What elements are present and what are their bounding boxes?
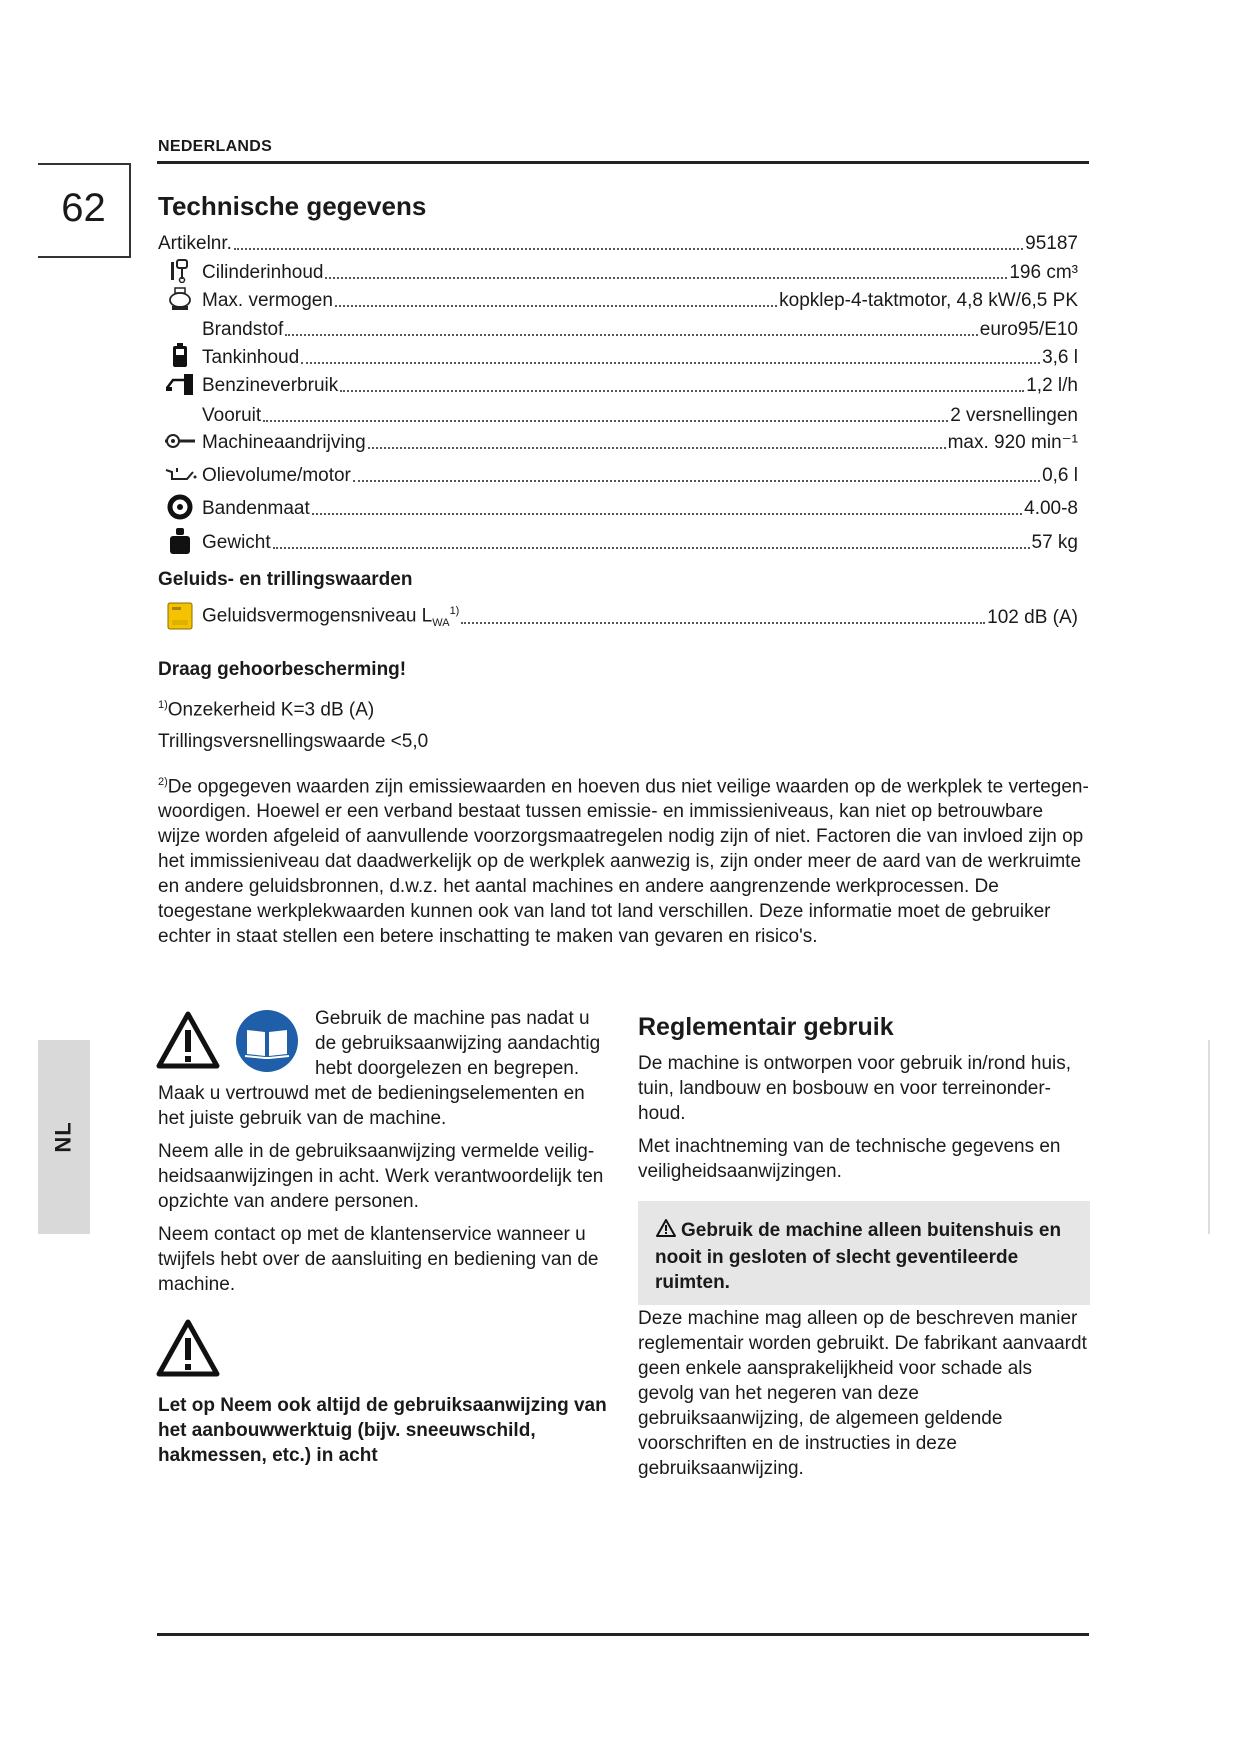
spec-row-article: Artikelnr. 95187 xyxy=(158,233,1078,254)
manual-intro-rest: Maak u vertrouwd met de bedieningselementen en het juiste gebruik van de machine. xyxy=(158,1083,585,1129)
footer-rule xyxy=(157,1633,1089,1636)
spec-row-drive: Machineaandrijving max. 920 min⁻¹ xyxy=(158,428,1078,454)
uncertainty-note: $^{1)}$Onzekerheid K=3 dB (A) xyxy=(158,699,375,721)
weight-icon xyxy=(158,528,202,554)
manual-book-icon xyxy=(234,1008,300,1079)
side-tab-label: NL xyxy=(50,1121,76,1153)
tire-icon xyxy=(158,494,202,520)
spec-row-tank: Tankinhoud 3,6 l xyxy=(158,343,1078,369)
spec-row-forward: Vooruit 2 versnellingen xyxy=(202,405,1078,426)
service-paragraph: Neem contact op met de klantenservice wanneer u twijfels hebt over de aansluiting en bediening van de machine. xyxy=(158,1224,599,1295)
drive-icon xyxy=(158,428,202,454)
spec-row-power: Max. vermogen kopklep-4-taktmotor, 4,8 kW/6,5 PK xyxy=(158,286,1078,312)
attachment-note: Let op Neem ook altijd de gebruiksaanwijzing van het aanbouwwerktuig (bijv. sneeuwschild, hakmessen, etc.) in acht xyxy=(158,1395,607,1466)
liability-paragraph: Deze machine mag alleen op de beschreven manier reglementair worden gebruikt. De fabrikant aanvaardt geen enkele aansprakelijkheid voor schade als gevolg van het negeren van deze gebruiksaanwijzing, de algemeen geldende voorschriften en de instructies in deze gebruiksaanwijzing. xyxy=(638,1308,1087,1479)
oil-can-icon xyxy=(158,461,202,487)
vibration-note: Trillingsversnellingswaarde <5,0 xyxy=(158,731,429,752)
safety-paragraph: Neem alle in de gebruiksaanwijzing vermelde veiligheidsaanwijzingen in acht. Werk verantwoordelijk ten opzichte van andere personen. xyxy=(158,1141,604,1212)
spec-row-tire: Bandenmaat 4.00-8 xyxy=(158,494,1078,520)
emission-paragraph: $^{2)}$De opgegeven waarden zijn emissiewaarden en hoeven dus niet veilige waarden op de werkplek te vertegenwoordigen. Hoewel er een verband bestaat tussen emissie- en immissieniveaus, kan niet op betrouwbare wijze worden afgeleid of aanvullende voorzorgsmaatregelen nodig zijn of niet. Factoren die van invloed zijn op het immissieniveau dat daadwerkelijk op de werkplek aanwezig is, zijn onder meer de aard van de werkruimte en andere geluidsbronnen, d.w.z. het aantal machines en andere aangrenzende werkprocessen. De toegestane werkplekwaarden kunnen ook van land tot land verschillen. Deze informatie moet de gebruiker echter in staat stellen een betere inschatting te maken van gevaren en risico's. xyxy=(158,776,1089,948)
manual-intro-line-2: de gebruiksaanwijzing aandachtig xyxy=(315,1033,601,1054)
noise-label-icon xyxy=(158,603,202,629)
outdoor-warning-text: Gebruik de machine alleen buitenshuis en nooit in gesloten of slecht geventileerde ruimten. xyxy=(655,1220,1062,1293)
spec-row-displacement: Cilinderinhoud 196 cm³ xyxy=(158,258,1078,284)
piston-icon xyxy=(158,258,202,284)
spec-row-consumption: Benzineverbruik 1,2 l/h xyxy=(158,371,1078,397)
engine-icon xyxy=(158,286,202,312)
warning-triangle-icon xyxy=(155,1010,221,1075)
fuel-pump-icon xyxy=(158,371,202,397)
intended-use-conditions: Met inachtneming van de technische gegevens en veiligheidsaanwijzingen. xyxy=(638,1136,1061,1182)
manual-intro-line-3: hebt doorgelezen en begrepen. xyxy=(315,1058,580,1079)
intended-use-paragraph: De machine is ontworpen voor gebruik in/rond huis, tuin, landbouw en bosbouw en voor terreinonderhoud. xyxy=(638,1053,1072,1124)
spec-row-weight: Gewicht 57 kg xyxy=(158,528,1078,554)
warning-small-icon xyxy=(655,1218,677,1245)
spec-row-oil: Olievolume/motor 0,6 l xyxy=(158,461,1078,487)
language-label: NEDERLANDS xyxy=(158,138,273,155)
manual-intro-line-1: Gebruik de machine pas nadat u xyxy=(315,1008,590,1029)
fuel-tank-icon xyxy=(158,343,202,369)
spec-row-noise: Geluidsvermogensniveau $L_{WA}^{1)}$ 102 dB (A) xyxy=(158,599,1078,629)
margin-mark xyxy=(1208,1040,1210,1234)
page-number: 62 xyxy=(61,186,106,230)
header-rule xyxy=(157,161,1089,164)
spec-row-fuel: Brandstof euro95/E10 xyxy=(202,319,1078,340)
section-title-intended-use: Reglementair gebruik xyxy=(638,1013,894,1041)
hearing-protection-note: Draag gehoorbescherming! xyxy=(158,659,407,680)
section-title-technical-data: Technische gegevens xyxy=(158,191,427,221)
warning-triangle-icon xyxy=(155,1318,221,1383)
noise-heading: Geluids- en trillingswaarden xyxy=(158,569,413,590)
